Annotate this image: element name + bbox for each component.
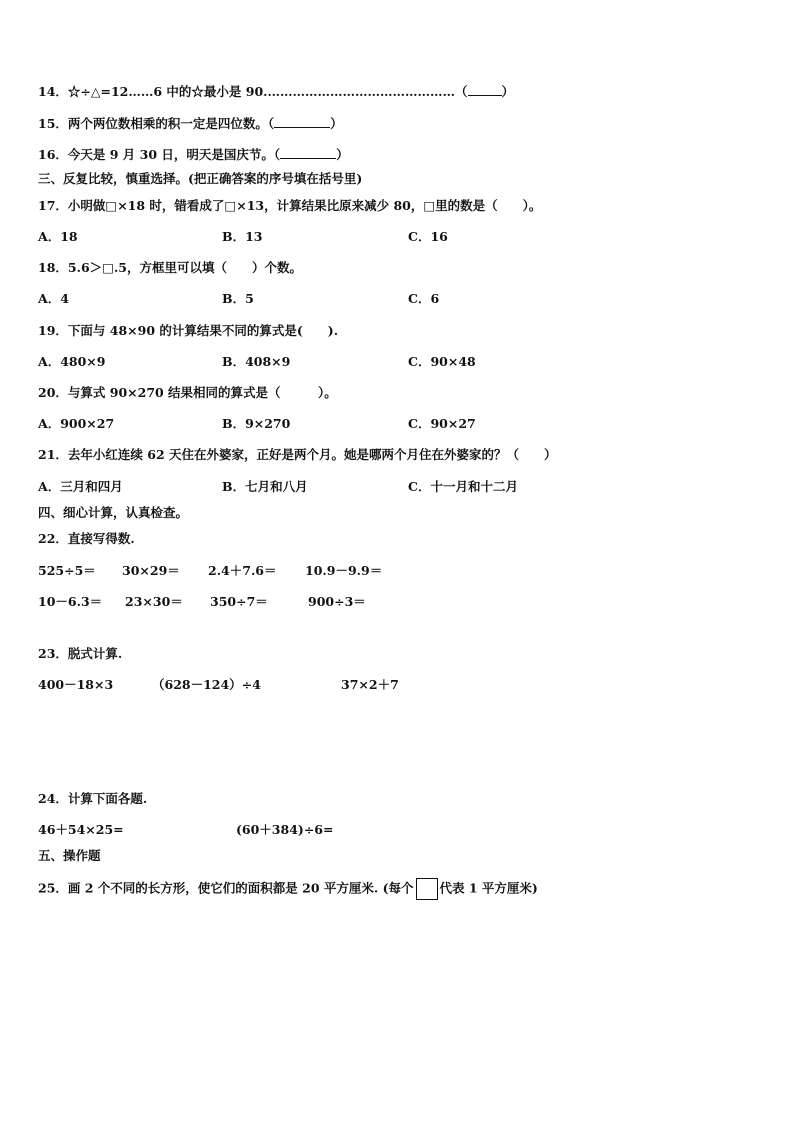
- question-18-text: 18．5.6＞□.5，方框里可以填（ ）个数。: [38, 260, 303, 275]
- option-c[interactable]: C．16: [408, 229, 448, 244]
- question-21-text: 21．去年小红连续 62 天住在外婆家，正好是两个月。她是哪两个月住在外婆家的？（ ）: [38, 447, 557, 462]
- question-16-text: 16．今天是 9 月 30 日，明天是国庆节。（: [38, 147, 281, 162]
- question-14: 14．☆÷△=12……6 中的☆最小是 90.………………………………………（ ）: [38, 84, 515, 99]
- calc-item: 350÷7＝: [210, 594, 268, 609]
- question-22-text: 22．直接写得数.: [38, 531, 135, 546]
- question-24-text: 24．计算下面各题.: [38, 791, 148, 806]
- calc-item: 525÷5＝: [38, 563, 96, 578]
- option-c[interactable]: C．90×48: [408, 354, 476, 369]
- calc-item: 2.4＋7.6＝: [208, 563, 277, 578]
- option-a[interactable]: A．18: [38, 229, 78, 244]
- calc-item: （628－124）÷4: [152, 677, 261, 692]
- answer-blank[interactable]: [274, 115, 330, 128]
- option-a[interactable]: A．4: [38, 291, 69, 306]
- answer-blank[interactable]: [468, 83, 502, 96]
- calc-item: 900÷3＝: [308, 594, 366, 609]
- option-b[interactable]: B．5: [222, 291, 254, 306]
- question-19-text: 19．下面与 48×90 的计算结果不同的算式是( ).: [38, 323, 339, 338]
- question-25: [38, 878, 538, 900]
- section-3-heading: 三、反复比较，慎重选择。(把正确答案的序号填在括号里): [38, 171, 363, 186]
- calc-item: 46＋54×25=: [38, 822, 124, 837]
- unit-square-icon: [416, 878, 438, 900]
- question-15-text: 15．两个两位数相乘的积一定是四位数。（: [38, 116, 275, 131]
- option-b[interactable]: B．七月和八月: [222, 479, 308, 494]
- option-b[interactable]: B．13: [222, 229, 263, 244]
- calc-item: 37×2＋7: [341, 677, 399, 692]
- calc-item: 10－6.3＝: [38, 594, 103, 609]
- question-25-text-end: 代表 1 平方厘米): [439, 880, 538, 896]
- calc-item: 23×30＝: [125, 594, 183, 609]
- question-20-text: 20．与算式 90×270 结果相同的算式是（ ）。: [38, 385, 337, 400]
- question-16: 16．今天是 9 月 30 日，明天是国庆节。（ ）: [38, 147, 349, 162]
- option-a[interactable]: A．三月和四月: [38, 479, 123, 494]
- option-c[interactable]: C．十一月和十二月: [408, 479, 518, 494]
- calc-item: (60＋384)÷6=: [236, 822, 334, 837]
- option-b[interactable]: B．9×270: [222, 416, 291, 431]
- question-17-text: 17．小明做□×18 时，错看成了□×13，计算结果比原来减少 80，□里的数是（ ）。: [38, 198, 542, 213]
- option-c[interactable]: C．6: [408, 291, 440, 306]
- calc-item: 400－18×3: [38, 677, 114, 692]
- section-4-heading: 四、细心计算，认真检查。: [38, 505, 189, 520]
- option-b[interactable]: B．408×9: [222, 354, 291, 369]
- question-25-text: 25．画 2 个不同的长方形，使它们的面积都是 20 平方厘米. (每个: [38, 880, 414, 896]
- question-23-text: 23．脱式计算.: [38, 646, 123, 661]
- option-a[interactable]: A．480×9: [38, 354, 106, 369]
- answer-blank[interactable]: [280, 146, 336, 159]
- question-14-text: 14．☆÷△=12……6 中的☆最小是 90.………………………………………（: [38, 84, 468, 99]
- option-c[interactable]: C．90×27: [408, 416, 476, 431]
- option-a[interactable]: A．900×27: [38, 416, 115, 431]
- question-15: 15．两个两位数相乘的积一定是四位数。（ ）: [38, 116, 343, 131]
- section-5-heading: 五、操作题: [38, 848, 101, 863]
- calc-item: 30×29＝: [122, 563, 180, 578]
- calc-item: 10.9－9.9＝: [305, 563, 383, 578]
